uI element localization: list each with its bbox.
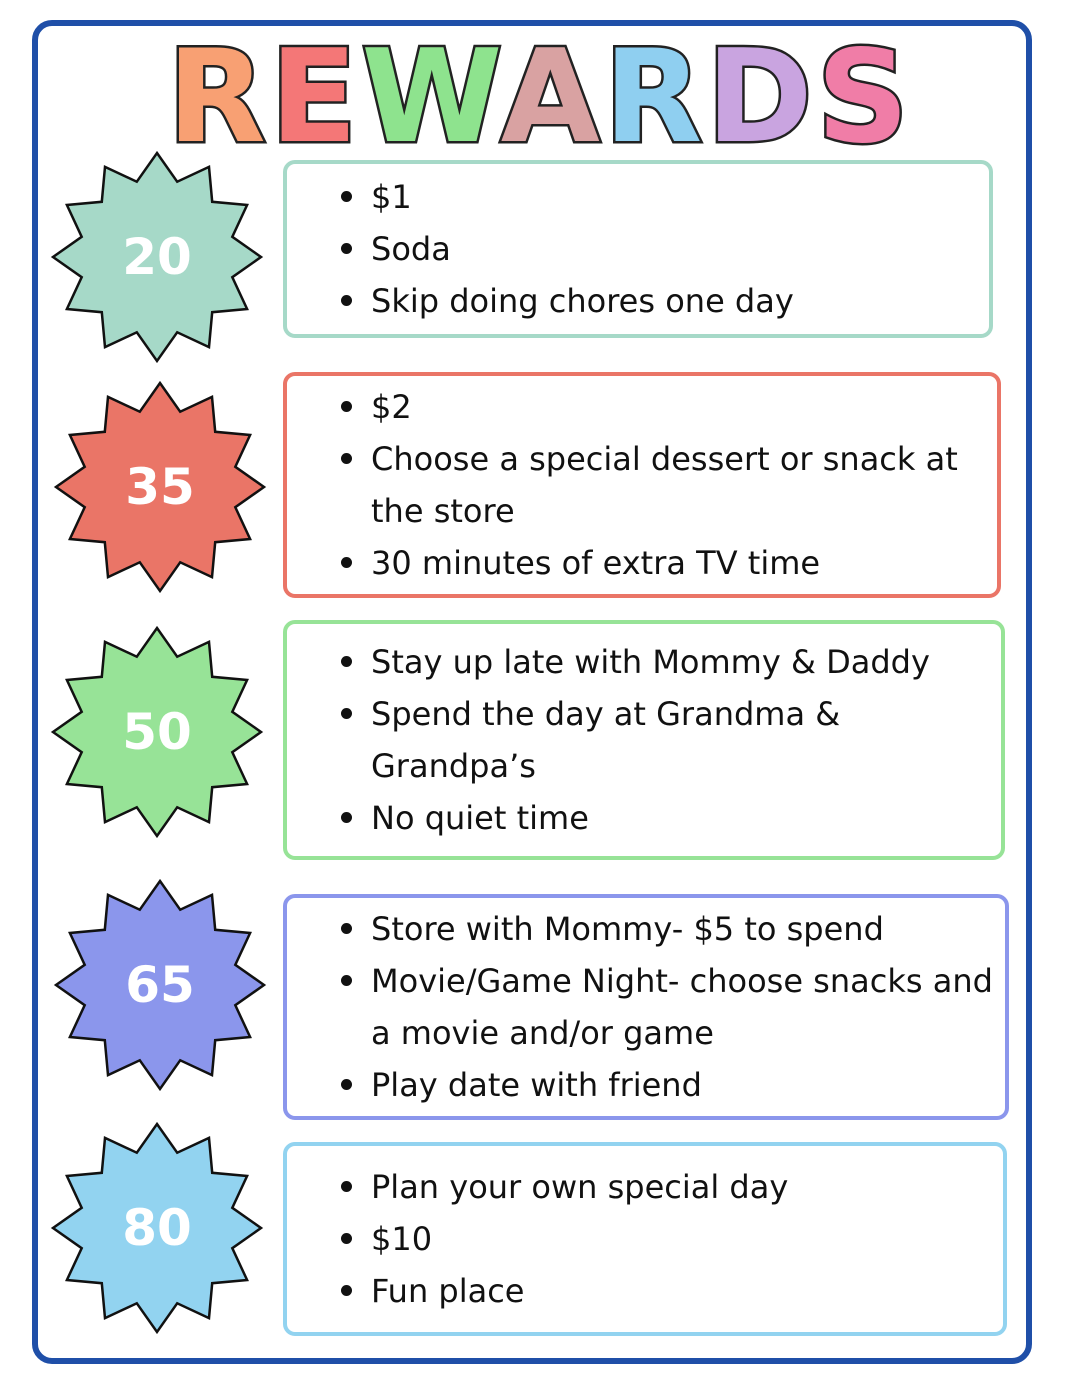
reward-item: Play date with friend xyxy=(371,1059,1005,1111)
reward-list xyxy=(287,1161,788,1317)
badge-points: 35 xyxy=(125,458,195,516)
reward-item: $1 xyxy=(371,171,794,223)
reward-item: Plan your own special day xyxy=(371,1161,788,1213)
points-badge-50 xyxy=(47,622,267,842)
title-letter-r2: R xyxy=(603,23,707,172)
reward-box-35 xyxy=(283,372,1001,598)
reward-list xyxy=(287,636,1001,844)
reward-item: Skip doing chores one day xyxy=(371,275,794,327)
reward-item: $10 xyxy=(371,1213,788,1265)
reward-box-65 xyxy=(283,894,1009,1120)
reward-list xyxy=(287,903,1005,1111)
reward-list xyxy=(287,381,997,589)
reward-item: $2 xyxy=(371,381,997,433)
title-letter-r: R xyxy=(167,23,270,172)
reward-box-20 xyxy=(283,160,993,338)
badge-points: 20 xyxy=(122,228,192,286)
reward-item: Stay up late with Mommy & Daddy xyxy=(371,636,1001,688)
reward-item: Spend the day at Grandma & Grandpa’s xyxy=(371,688,1001,792)
points-badge-65 xyxy=(50,875,270,1095)
title-letter-w: W xyxy=(361,23,501,172)
reward-list xyxy=(287,171,794,327)
points-badge-20 xyxy=(47,147,267,367)
reward-item: Movie/Game Night- choose snacks and a movie and/or game xyxy=(371,955,1005,1059)
title-letter-d: D xyxy=(706,23,817,172)
badge-points: 50 xyxy=(122,703,192,761)
title-letter-e: E xyxy=(269,23,362,172)
reward-item: Store with Mommy- $5 to spend xyxy=(371,903,1005,955)
reward-box-50 xyxy=(283,620,1005,860)
badge-points: 80 xyxy=(122,1199,192,1257)
reward-box-80 xyxy=(283,1142,1007,1336)
reward-item: No quiet time xyxy=(371,792,1001,844)
points-badge-80 xyxy=(47,1118,267,1338)
reward-item: Choose a special dessert or snack at the store xyxy=(371,433,997,537)
reward-item: Soda xyxy=(371,223,794,275)
points-badge-35 xyxy=(50,377,270,597)
title-letter-s: S xyxy=(816,23,913,172)
reward-item: 30 minutes of extra TV time xyxy=(371,537,997,589)
title-letter-a: A xyxy=(500,23,604,172)
badge-points: 65 xyxy=(125,956,195,1014)
reward-item: Fun place xyxy=(371,1265,788,1317)
